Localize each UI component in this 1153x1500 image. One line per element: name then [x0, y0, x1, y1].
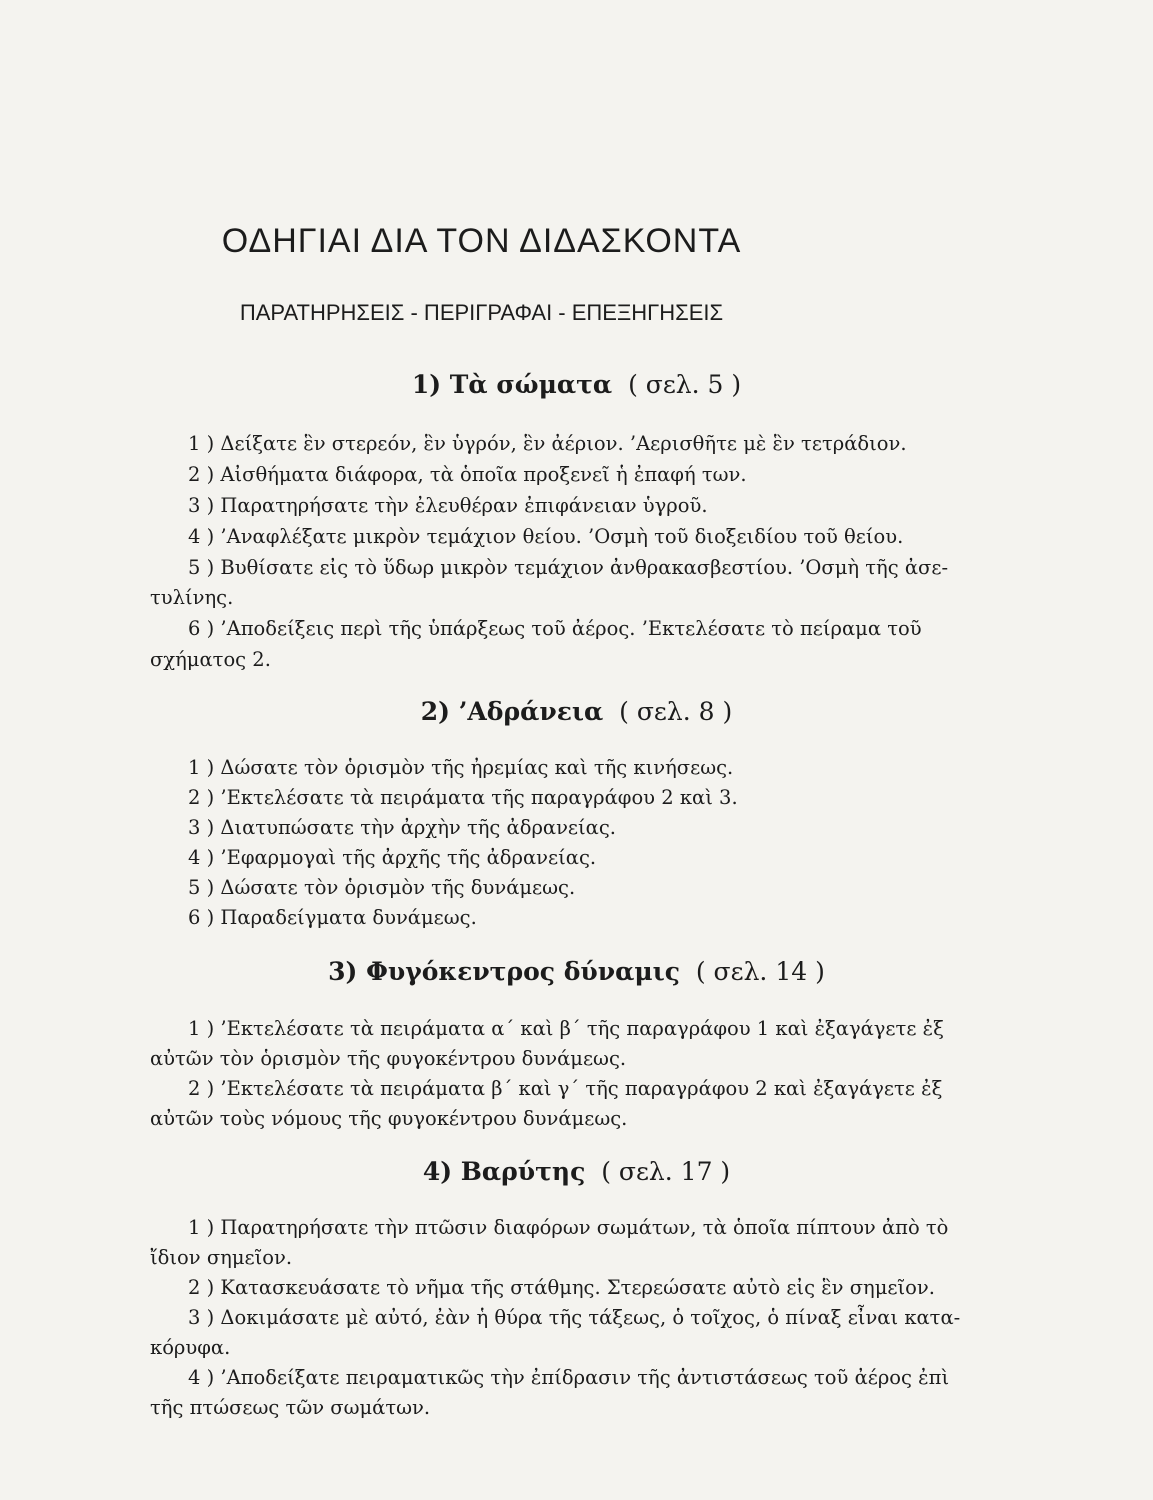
section-title: 1) Τὰ σώματα [411, 370, 613, 399]
section-heading-4 [0, 1157, 1153, 1186]
list-item: 3 ) Δοκιμάσατε μὲ αὐτό, ἐὰν ἡ θύρα τῆς τάξεως, ὁ τοῖχος, ὁ πίναξ εἶναι κατα- [188, 1306, 961, 1329]
list-item: 1 ) Παρατηρήσατε τὴν πτῶσιν διαφόρων σωμάτων, τὰ ὁποῖα πίπτουν ἀπὸ τὸ [188, 1216, 949, 1239]
list-item-continued: κόρυφα. [150, 1336, 231, 1359]
section-heading-1 [0, 370, 1153, 399]
list-item: 5 ) Βυθίσατε εἰς τὸ ὕδωρ μικρὸν τεμάχιον ἀνθρακασβεστίου. ’Οσμὴ τῆς ἀσε- [188, 556, 949, 579]
section-page-ref: ( σελ. 17 ) [601, 1157, 731, 1186]
list-item: 2 ) ’Εκτελέσατε τὰ πειράματα β΄ καὶ γ΄ τῆς παραγράφου 2 καὶ ἐξαγάγετε ἐξ [188, 1077, 943, 1100]
list-item: 4 ) ’Εφαρμογαὶ τῆς ἀρχῆς τῆς ἀδρανείας. [188, 846, 597, 869]
list-item: 1 ) Δείξατε ἓν στερεόν, ἓν ὑγρόν, ἓν ἀέριον. ’Αερισθῆτε μὲ ἓν τετράδιον. [188, 432, 907, 455]
section-title: 2) ’Αδράνεια [420, 697, 604, 726]
list-item: 4 ) ’Αναφλέξατε μικρὸν τεμάχιον θείου. ’Οσμὴ τοῦ διοξειδίου τοῦ θείου. [188, 525, 904, 548]
list-item: 4 ) ’Αποδείξατε πειραματικῶς τὴν ἐπίδρασιν τῆς ἀντιστάσεως τοῦ ἀέρος ἐπὶ [188, 1366, 950, 1389]
list-item-continued: σχήματος 2. [150, 648, 271, 671]
section-title: 4) Βαρύτης [422, 1157, 586, 1186]
list-item-continued: αὐτῶν τοὺς νόμους τῆς φυγοκέντρου δυνάμεως. [150, 1107, 628, 1130]
list-item: 6 ) ’Αποδείξεις περὶ τῆς ὑπάρξεως τοῦ ἀέρος. ’Εκτελέσατε τὸ πείραμα τοῦ [188, 617, 922, 640]
list-item: 2 ) Αἰσθήματα διάφορα, τὰ ὁποῖα προξενεῖ ἡ ἐπαφή των. [188, 463, 747, 486]
list-item-continued: ἴδιον σημεῖον. [150, 1246, 293, 1269]
list-item: 3 ) Διατυπώσατε τὴν ἀρχὴν τῆς ἀδρανείας. [188, 816, 616, 839]
list-item-continued: αὐτῶν τὸν ὁρισμὸν τῆς φυγοκέντρου δυνάμεως. [150, 1047, 627, 1070]
list-item: 5 ) Δώσατε τὸν ὁρισμὸν τῆς δυνάμεως. [188, 876, 576, 899]
page-title: ΟΔΗΓΙΑΙ ΔΙΑ ΤΟΝ ΔΙΔΑΣΚΟΝΤΑ [221, 222, 742, 260]
list-item-continued: τῆς πτώσεως τῶν σωμάτων. [150, 1396, 431, 1419]
list-item: 2 ) ’Εκτελέσατε τὰ πειράματα τῆς παραγράφου 2 καὶ 3. [188, 786, 738, 809]
list-item: 1 ) Δώσατε τὸν ὁρισμὸν τῆς ἠρεμίας καὶ τῆς κινήσεως. [188, 756, 734, 779]
list-item: 6 ) Παραδείγματα δυνάμεως. [188, 906, 477, 929]
section-title: 3) Φυγόκεντρος δύναμις [328, 957, 680, 986]
list-item: 3 ) Παρατηρήσατε τὴν ἐλευθέραν ἐπιφάνειαν ὑγροῦ. [188, 494, 708, 517]
section-page-ref: ( σελ. 5 ) [628, 370, 742, 399]
list-item: 2 ) Κατασκευάσατε τὸ νῆμα τῆς στάθμης. Στερεώσατε αὐτὸ εἰς ἓν σημεῖον. [188, 1276, 935, 1299]
section-page-ref: ( σελ. 14 ) [695, 957, 825, 986]
section-heading-2 [0, 697, 1153, 726]
list-item-continued: τυλίνης. [150, 586, 234, 609]
section-heading-3 [0, 957, 1153, 986]
section-page-ref: ( σελ. 8 ) [619, 697, 733, 726]
page-subtitle: ΠΑΡΑΤΗΡΗΣΕΙΣ - ΠΕΡΙΓΡΑΦΑΙ - ΕΠΕΞΗΓΗΣΕΙΣ [239, 300, 724, 325]
list-item: 1 ) ’Εκτελέσατε τὰ πειράματα α΄ καὶ β΄ τῆς παραγράφου 1 καὶ ἐξαγάγετε ἐξ [188, 1017, 944, 1040]
